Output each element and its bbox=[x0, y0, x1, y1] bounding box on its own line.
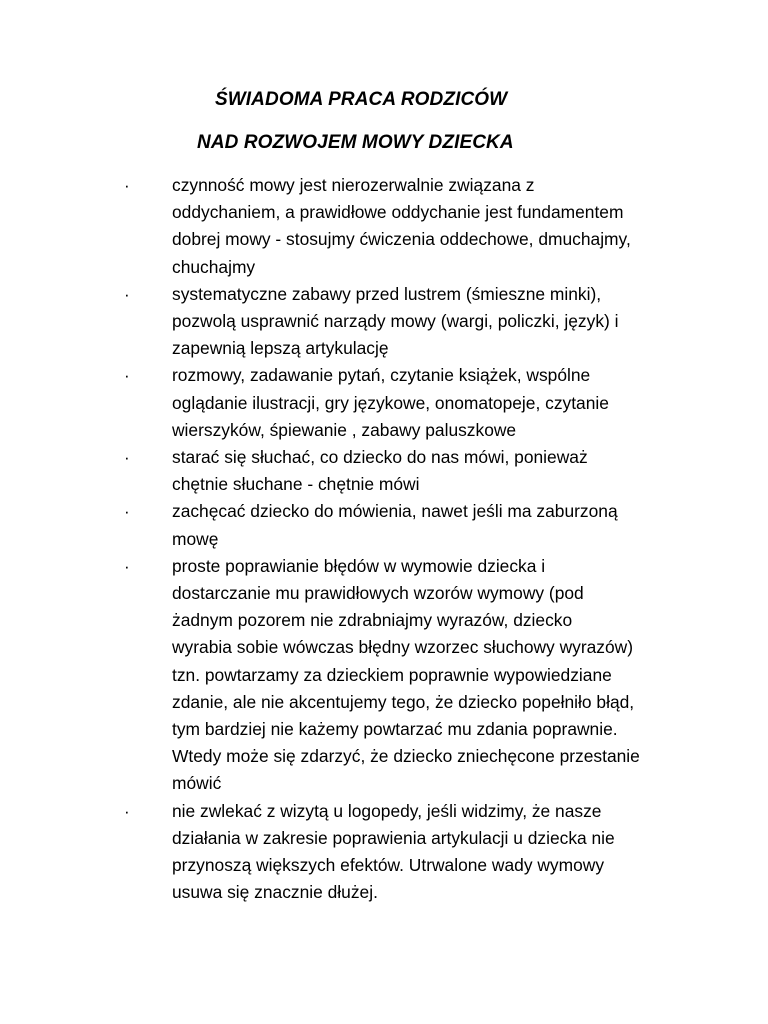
list-item-1 bbox=[0, 172, 692, 281]
text-line: pozwolą usprawnić narządy mowy (wargi, policzki, język) i bbox=[172, 311, 619, 332]
bullet-mark: · bbox=[124, 801, 130, 821]
text-line: oglądanie ilustracji, gry językowe, onomatopeje, czytanie bbox=[172, 392, 609, 413]
text-line: dostarczanie mu prawidłowych wzorów wymowy (pod bbox=[172, 583, 584, 604]
text-line: oddychaniem, a prawidłowe oddychanie jest fundamentem bbox=[172, 202, 624, 223]
text-line: nie zwlekać z wizytą u logopedy, jeśli widzimy, że nasze bbox=[172, 800, 602, 821]
title-line-1: ŚWIADOMA PRACA RODZICÓW bbox=[215, 89, 508, 110]
list-item-2 bbox=[0, 281, 692, 363]
bullet-mark: · bbox=[124, 448, 130, 468]
text-line: mówić bbox=[172, 773, 222, 794]
bullet-mark: · bbox=[124, 366, 130, 386]
bullet-mark: · bbox=[124, 284, 130, 304]
text-line: wyrabia sobie wówczas błędny wzorzec słuchowy wyrazów) bbox=[172, 637, 634, 658]
bullet-text bbox=[172, 498, 692, 552]
text-line: czynność mowy jest nierozerwalnie związana z bbox=[172, 175, 535, 195]
bullet-mark: · bbox=[124, 176, 130, 195]
text-line: tzn. powtarzamy za dzieckiem poprawnie wypowiedziane bbox=[172, 664, 612, 685]
text-line: usuwa się znacznie dłużej. bbox=[172, 882, 378, 903]
text-line: żadnym pozorem nie zdrabniajmy wyrazów, dziecko bbox=[172, 610, 573, 631]
bullet-text bbox=[172, 553, 692, 798]
text-line: starać się słuchać, co dziecko do nas mówi, ponieważ bbox=[172, 447, 588, 468]
text-line: chętnie słuchane - chętnie mówi bbox=[172, 474, 420, 495]
text-line: proste poprawianie błędów w wymowie dziecka i bbox=[172, 555, 546, 576]
list-item-3 bbox=[0, 362, 692, 444]
bullet-text bbox=[172, 281, 692, 363]
bullet-mark: · bbox=[124, 556, 130, 576]
list-item-6 bbox=[0, 553, 692, 798]
text-line: zapewnią lepszą artykulację bbox=[172, 338, 389, 359]
text-line: mowę bbox=[172, 528, 219, 549]
bullet-list bbox=[0, 172, 768, 906]
list-item-5 bbox=[0, 498, 692, 552]
bullet-text bbox=[172, 172, 692, 281]
bullet-text bbox=[172, 444, 692, 498]
text-line: rozmowy, zadawanie pytań, czytanie książek, wspólne bbox=[172, 365, 591, 386]
list-item-7 bbox=[0, 798, 692, 907]
text-line: zdanie, ale nie akcentujemy tego, że dziecko popełniło błąd, bbox=[172, 691, 635, 712]
text-line: dobrej mowy - stosujmy ćwiczenia oddechowe, dmuchajmy, bbox=[172, 229, 631, 250]
text-line: systematyczne zabawy przed lustrem (śmieszne minki), bbox=[172, 283, 602, 304]
bullet-text bbox=[172, 362, 692, 444]
bullet-text bbox=[172, 798, 692, 907]
text-line: Wtedy może się zdarzyć, że dziecko zniechęcone przestanie bbox=[172, 746, 640, 767]
text-line: działania w zakresie poprawienia artykulacji u dziecka nie bbox=[172, 827, 615, 848]
text-line: zachęcać dziecko do mówienia, nawet jeśli ma zaburzoną bbox=[172, 501, 618, 522]
title-line-2: NAD ROZWOJEM MOWY DZIECKA bbox=[197, 132, 514, 153]
text-line: przynoszą większych efektów. Utrwalone wady wymowy bbox=[172, 855, 605, 876]
text-line: tym bardziej nie każemy powtarzać mu zdania poprawnie. bbox=[172, 719, 618, 740]
text-line: chuchajmy bbox=[172, 256, 256, 277]
text-line: wierszyków, śpiewanie , zabawy paluszkowe bbox=[172, 419, 517, 440]
bullet-mark: · bbox=[124, 502, 130, 522]
list-item-4 bbox=[0, 444, 692, 498]
